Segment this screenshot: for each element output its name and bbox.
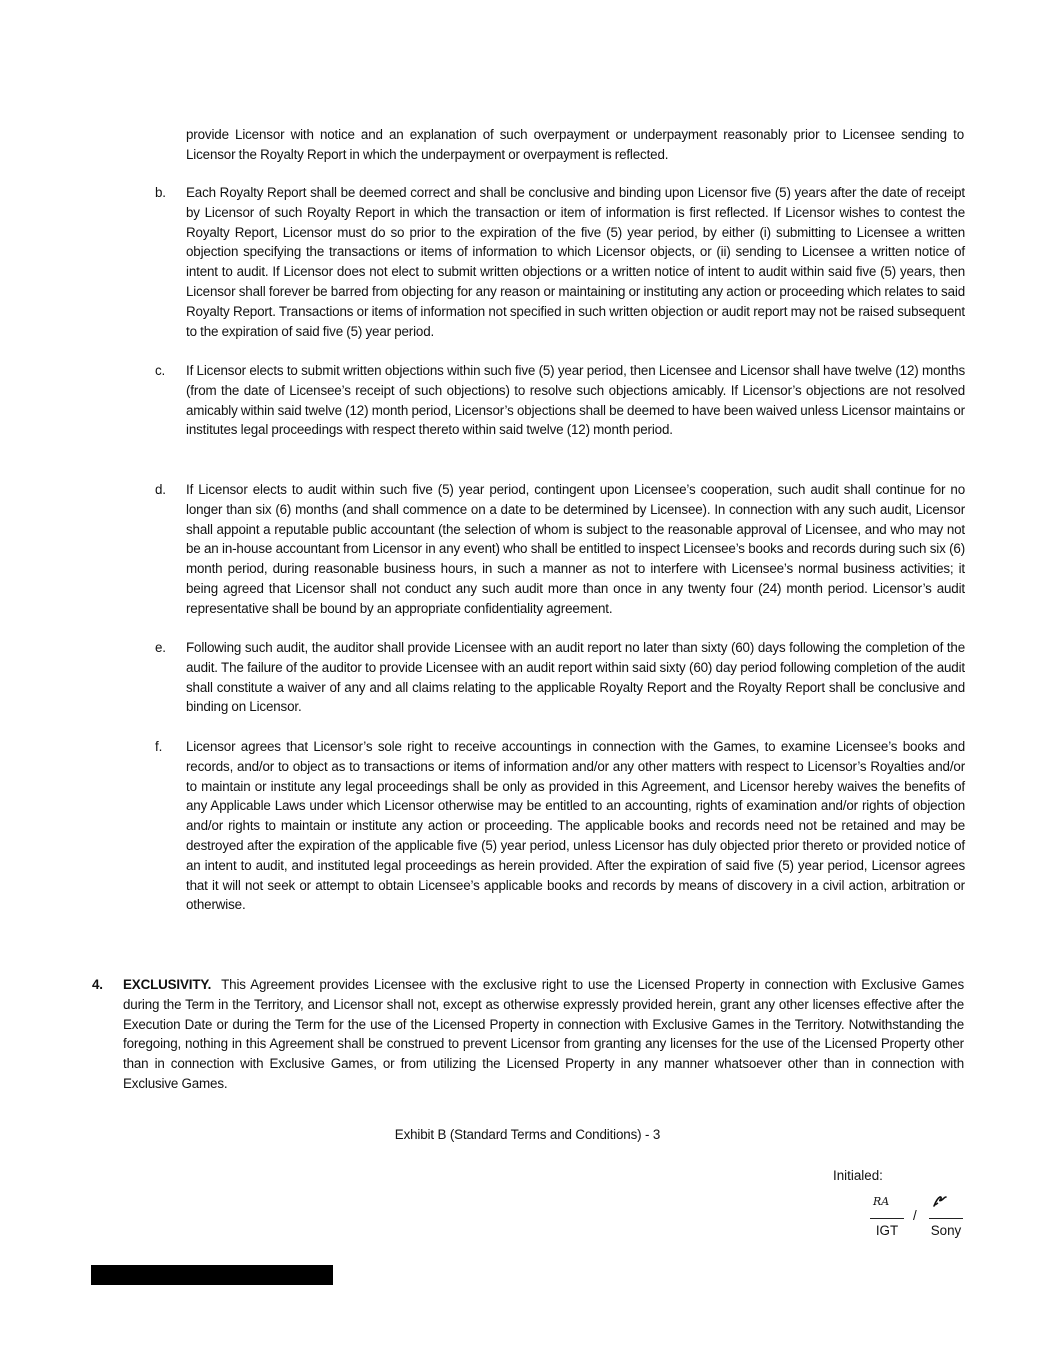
section-body	[123, 975, 964, 1094]
sony-signature-icon	[932, 1195, 948, 1209]
list-item-text: If Licensor elects to audit within such five (5) year period, contingent upon Licensee’s cooperation, such audit shall continue for no longer than six (6) months (and shall commence on a date to be determined by Licensee). In connection with any such audit, Licensor shall appoint a reputable public accountant (the selection of whom is subject to the reasonable approval of Licensee, and who may not be an in-house accountant from Licensor in any event) who shall be entitled to inspect Licensee’s books and records during such six (6) month period, during reasonable business hours, in such a manner as not to interfere with Licensee’s normal business activities; it being agreed that Licensor shall not conduct any such audit more than once in any twenty four (24) month period. Licensor’s audit representative shall be bound by an appropriate confidentiality agreement.	[186, 482, 965, 616]
list-item-c	[155, 361, 965, 440]
list-item-b	[155, 183, 965, 341]
initialed-label: Initialed:	[833, 1168, 883, 1183]
redaction-bar	[91, 1265, 333, 1285]
list-item-d	[155, 480, 965, 619]
list-item-marker: d.	[155, 482, 166, 497]
section-heading: EXCLUSIVITY.	[123, 977, 212, 992]
list-item-f	[155, 737, 965, 915]
page-footer: Exhibit B (Standard Terms and Conditions) - 3	[394, 1127, 661, 1142]
list-item-marker: c.	[155, 363, 166, 378]
sony-label: Sony	[930, 1223, 962, 1238]
igt-initial-block	[870, 1195, 904, 1238]
list-item-marker: f.	[155, 739, 163, 754]
section-number: 4.	[92, 977, 103, 992]
initials-separator: /	[913, 1208, 917, 1223]
list-item-text: Each Royalty Report shall be deemed correct and shall be conclusive and binding upon Licensor five (5) years after the date of receipt by Licensor of such Royalty Report in which the transaction or item of information is first reflected. If Licensor wishes to contest the Royalty Report, Licensor must do so prior to the expiration of the five (5) year period, by either (i) submitting to Licensee a written objection specifying the transactions or items of information to which Licensor objects, or (ii) sending to Licensee a written notice of intent to audit. If Licensor does not elect to submit written objections or a written notice of intent to audit within said five (5) years, then Licensor shall forever be barred from objecting for any reason or maintaining or instituting any action or proceeding which relates to said Royalty Report. Transactions or items of information not specified in such written objection or audit report may not be raised subsequent to the expiration of said five (5) year period.	[186, 185, 965, 339]
igt-initial-mark: RA	[873, 1195, 890, 1208]
list-item-text: If Licensor elects to submit written objections within such five (5) year period, then Licensee and Licensor shall have twelve (12) months (from the date of Licensee’s receipt of such objections) to resolve such objections amicably. If Licensor’s objections are not resolved amicably within said twelve (12) month period, Licensor’s objections shall be deemed to have been waived unless Licensor maintains or institutes legal proceedings with respect thereto within said twelve (12) month period.	[186, 363, 965, 438]
list-item-e	[155, 638, 965, 717]
list-item-marker: b.	[155, 185, 166, 200]
list-item-text: Licensor agrees that Licensor’s sole right to receive accountings in connection with the Games, to examine Licensee’s books and records, and/or to object as to transactions or items of information and/or any other matters with respect to Licensor’s Royalties and/or to maintain or institute any legal proceedings shall be only as provided in this Agreement, and Licensor hereby waives the benefits of any Applicable Laws under which Licensor otherwise may be entitled to an accounting, rights of examination and/or rights of objection and/or rights to maintain or institute any action or proceeding. The applicable books and records need not be retained and may be destroyed after the expiration of the applicable five (5) year period, unless Licensor has duly objected prior thereto or provided notice of an intent to audit, and instituted legal proceedings as herein provided. After the expiration of said five (5) year period, Licensor agrees that it will not seek or attempt to obtain Licensee’s applicable books and records by means of discovery in a civil action, arbitration or otherwise.	[186, 739, 965, 913]
continued-paragraph: provide Licensor with notice and an explanation of such overpayment or underpayment reasonably prior to Licensee sending to Licensor the Royalty Report in which the underpayment or overpayment is reflected.	[186, 127, 964, 162]
section-exclusivity	[92, 975, 964, 1094]
sony-initial-block	[929, 1195, 963, 1238]
igt-initial-line	[870, 1217, 904, 1219]
section-text: This Agreement provides Licensee with the exclusive right to use the Licensed Property in connection with Exclusive Games during the Term in the Territory, and Licensor shall not, except as otherwise expressly provided herein, grant any other licenses effective after the Execution Date or during the Term for the use of the Licensed Property in connection with Exclusive Games in the Territory. Notwithstanding the foregoing, nothing in this Agreement shall be construed to prevent Licensor from granting any licenses for the use of the Licensed Property other than in connection with Exclusive Games, or from utilizing the Licensed Property in any manner whatsoever other than in connection with Exclusive Games.	[123, 977, 964, 1091]
list-item-text: Following such audit, the auditor shall provide Licensee with an audit report no later than sixty (60) days following the completion of the audit. The failure of the auditor to provide Licensee with an audit report within said sixty (60) day period following completion of the audit shall constitute a waiver of any and all claims relating to the applicable Royalty Report and the Royalty Report shall be conclusive and binding on Licensor.	[186, 640, 965, 715]
igt-label: IGT	[875, 1223, 899, 1238]
list-item-marker: e.	[155, 640, 166, 655]
sony-initial-line	[929, 1217, 963, 1219]
sony-initial-mark	[929, 1195, 963, 1215]
